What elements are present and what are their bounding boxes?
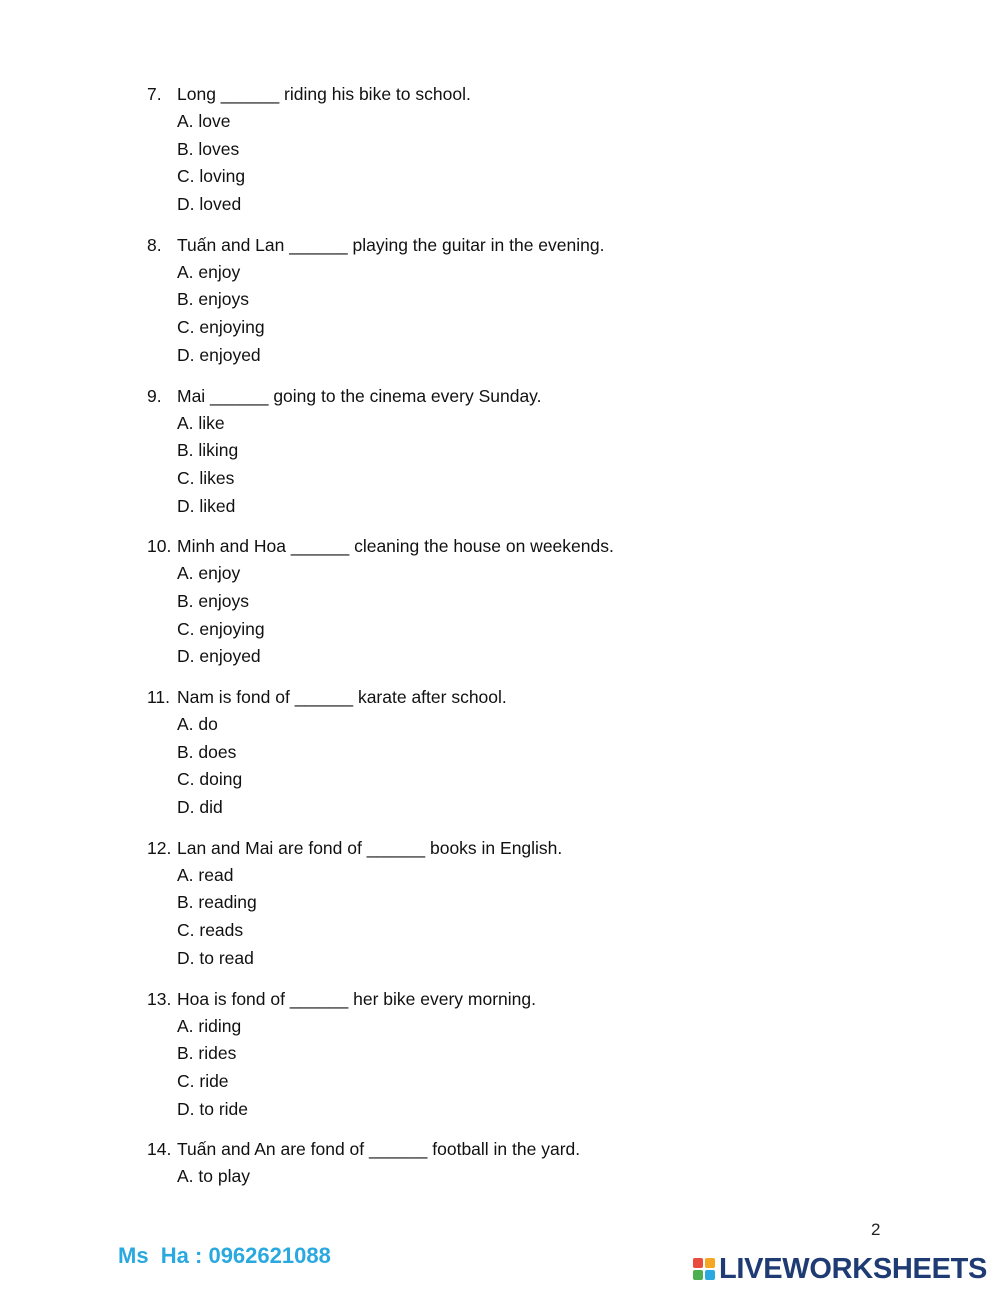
question-line bbox=[147, 684, 907, 711]
option-list bbox=[147, 410, 907, 521]
option[interactable]: C. ride bbox=[177, 1070, 229, 1091]
option[interactable]: B. rides bbox=[177, 1043, 237, 1064]
question-number: 9. bbox=[147, 385, 162, 406]
question-line bbox=[147, 533, 907, 560]
question-text: Mai ______ going to the cinema every Sunday. bbox=[177, 385, 542, 406]
question-text: Lan and Mai are fond of ______ books in English. bbox=[177, 837, 563, 858]
question-text: Nam is fond of ______ karate after school. bbox=[177, 687, 507, 707]
question-line bbox=[147, 986, 907, 1013]
logo-tile-icon bbox=[705, 1270, 715, 1280]
question-text: Tuấn and An are fond of ______ football in the yard. bbox=[177, 1139, 581, 1160]
question-number: 8. bbox=[147, 234, 162, 255]
option[interactable]: A. enjoy bbox=[177, 261, 241, 282]
option[interactable]: C. enjoying bbox=[177, 618, 265, 639]
question-number: 7. bbox=[147, 84, 162, 104]
option[interactable]: B. loves bbox=[177, 138, 240, 159]
question-number: 14. bbox=[147, 1139, 172, 1160]
liveworksheets-brand[interactable] bbox=[693, 1252, 987, 1286]
option[interactable]: C. enjoying bbox=[177, 317, 265, 338]
option[interactable]: B. enjoys bbox=[177, 590, 249, 611]
option[interactable]: D. loved bbox=[177, 194, 242, 215]
page-number: 2 bbox=[871, 1220, 881, 1239]
option[interactable]: A. riding bbox=[177, 1015, 242, 1036]
option[interactable]: A. read bbox=[177, 864, 234, 885]
option[interactable]: D. liked bbox=[177, 495, 236, 516]
question-text: Hoa is fond of ______ her bike every morning. bbox=[177, 988, 536, 1009]
brand-name: LIVEWORKSHEETS bbox=[719, 1252, 988, 1285]
option[interactable]: A. to play bbox=[177, 1166, 250, 1187]
question-number: 10. bbox=[147, 536, 172, 557]
question-number: 12. bbox=[147, 837, 172, 858]
question-line bbox=[147, 232, 907, 259]
question-item bbox=[147, 232, 907, 370]
option[interactable]: A. do bbox=[177, 714, 218, 734]
option[interactable]: B. liking bbox=[177, 440, 239, 461]
logo-tile-icon bbox=[705, 1258, 715, 1268]
question-line bbox=[147, 835, 907, 862]
option[interactable]: C. loving bbox=[177, 166, 246, 187]
question-number: 11. bbox=[147, 687, 171, 707]
option[interactable]: B. does bbox=[177, 741, 237, 762]
option-list bbox=[147, 862, 907, 973]
option[interactable]: B. reading bbox=[177, 892, 257, 913]
question-item bbox=[147, 383, 907, 521]
option-list bbox=[147, 1163, 907, 1191]
question-item bbox=[147, 684, 907, 822]
question-line bbox=[147, 1136, 907, 1163]
question-list bbox=[147, 81, 907, 1204]
option[interactable]: D. enjoyed bbox=[177, 344, 261, 365]
question-line bbox=[147, 81, 907, 108]
question-text: Tuấn and Lan ______ playing the guitar in the evening. bbox=[177, 234, 605, 255]
question-number: 13. bbox=[147, 988, 172, 1009]
option[interactable]: A. like bbox=[177, 412, 225, 433]
option[interactable]: D. to ride bbox=[177, 1098, 248, 1119]
liveworksheets-logo-icon bbox=[693, 1258, 715, 1280]
option-list bbox=[147, 259, 907, 370]
question-item bbox=[147, 81, 907, 219]
option[interactable]: A. enjoy bbox=[177, 563, 241, 584]
question-text: Long ______ riding his bike to school. bbox=[177, 84, 471, 104]
question-item bbox=[147, 986, 907, 1124]
option-list bbox=[147, 711, 907, 822]
option[interactable]: D. enjoyed bbox=[177, 646, 261, 667]
option-list bbox=[147, 560, 907, 671]
question-item bbox=[147, 533, 907, 671]
option-list bbox=[147, 1013, 907, 1124]
teacher-contact: Ms Ha : 0962621088 bbox=[118, 1243, 331, 1268]
question-text: Minh and Hoa ______ cleaning the house on weekends. bbox=[177, 536, 614, 557]
option-list bbox=[147, 108, 907, 219]
option[interactable]: C. reads bbox=[177, 920, 244, 941]
logo-tile-icon bbox=[693, 1258, 703, 1268]
option[interactable]: C. likes bbox=[177, 467, 235, 488]
option[interactable]: A. love bbox=[177, 111, 231, 131]
option[interactable]: C. doing bbox=[177, 769, 243, 790]
question-item bbox=[147, 1136, 907, 1191]
option[interactable]: D. did bbox=[177, 797, 223, 818]
option[interactable]: B. enjoys bbox=[177, 289, 249, 310]
question-line bbox=[147, 383, 907, 410]
logo-tile-icon bbox=[693, 1270, 703, 1280]
option[interactable]: D. to read bbox=[177, 947, 254, 968]
question-item bbox=[147, 835, 907, 973]
